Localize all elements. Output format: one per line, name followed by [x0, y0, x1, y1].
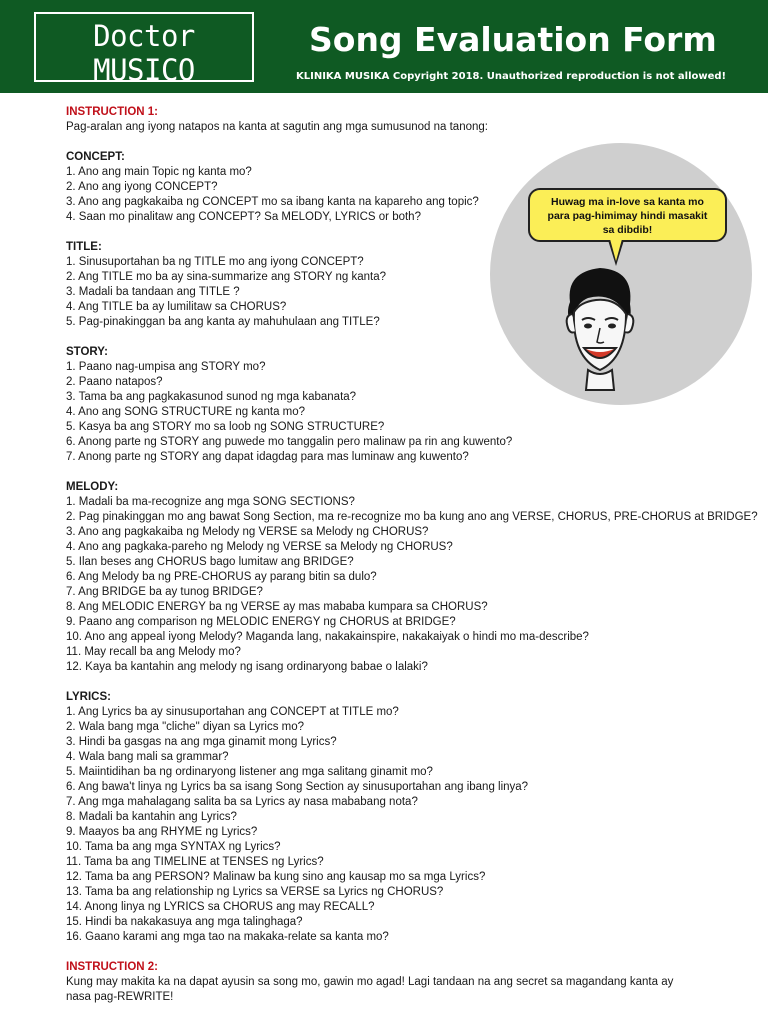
section-heading: TITLE:: [66, 241, 102, 253]
question-item: 1. Madali ba ma-recognize ang mga SONG SECTIONS?: [66, 496, 355, 508]
question-item: 9. Paano ang comparison ng MELODIC ENERGY ng CHORUS at BRIDGE?: [66, 616, 456, 628]
question-item: 2. Ano ang iyong CONCEPT?: [66, 181, 218, 193]
question-item: 7. Ang mga mahalagang salita ba sa Lyrics ay nasa mababang nota?: [66, 796, 418, 808]
question-item: 2. Pag pinakinggan mo ang bawat Song Section, ma re-recognize mo ba kung ano ang VERSE, CHORUS, PRE-CHORUS at BRIDGE?: [66, 511, 758, 523]
question-item: 3. Ano ang pagkakaiba ng CONCEPT mo sa ibang kanta na kapareho ang topic?: [66, 196, 479, 208]
question-item: 8. Madali ba kantahin ang Lyrics?: [66, 811, 237, 823]
instruction-1-text: Pag-aralan ang iyong natapos na kanta at sagutin ang mga sumusunod na tanong:: [66, 121, 488, 133]
question-item: 4. Ang TITLE ba ay lumilitaw sa CHORUS?: [66, 301, 287, 313]
question-item: 3. Ano ang pagkakaiba ng Melody ng VERSE sa Melody ng CHORUS?: [66, 526, 429, 538]
question-item: 1. Ano ang main Topic ng kanta mo?: [66, 166, 252, 178]
question-item: 13. Tama ba ang relationship ng Lyrics sa VERSE sa Lyrics ng CHORUS?: [66, 886, 444, 898]
header-banner: [0, 0, 768, 105]
question-item: 7. Anong parte ng STORY ang dapat idagdag para mas luminaw ang kuwento?: [66, 451, 469, 463]
question-item: 5. Maiintidihan ba ng ordinaryong listener ang mga salitang ginamit mo?: [66, 766, 433, 778]
question-item: 2. Paano natapos?: [66, 376, 163, 388]
question-item: 2. Wala bang mga "cliche" diyan sa Lyrics mo?: [66, 721, 305, 733]
question-item: 4. Ano ang SONG STRUCTURE ng kanta mo?: [66, 406, 306, 418]
question-item: 15. Hindi ba nakakasuya ang mga talinghaga?: [66, 916, 303, 928]
form-title: Song Evaluation Form: [309, 20, 717, 59]
doctor-musico-logo: [34, 12, 254, 105]
question-item: 4. Ano ang pagkaka-pareho ng Melody ng VERSE sa Melody ng CHORUS?: [66, 541, 453, 553]
question-item: 4. Saan mo pinalitaw ang CONCEPT? Sa MELODY, LYRICS or both?: [66, 211, 421, 223]
instruction-2-line: nasa pag-REWRITE!: [66, 991, 174, 1003]
question-item: 12. Kaya ba kantahin ang melody ng isang ordinaryong babae o lalaki?: [66, 661, 428, 673]
question-sections: [66, 150, 756, 960]
section-heading: STORY:: [66, 346, 108, 358]
question-item: 10. Tama ba ang mga SYNTAX ng Lyrics?: [66, 841, 281, 853]
question-item: 3. Hindi ba gasgas na ang mga ginamit mong Lyrics?: [66, 736, 337, 748]
question-item: 10. Ano ang appeal iyong Melody? Maganda lang, nakakainspire, nakakaiyak o hindi mo ma-describe?: [66, 631, 589, 643]
question-item: 6. Ang bawa't linya ng Lyrics ba sa isang Song Section ay sinusuportahan ang ibang linya?: [66, 781, 529, 793]
speech-line: para pag-himimay hindi masakit: [547, 210, 708, 222]
question-item: 1. Ang Lyrics ba ay sinusuportahan ang CONCEPT at TITLE mo?: [66, 706, 399, 718]
question-item: 3. Tama ba ang pagkakasunod sunod ng mga kabanata?: [66, 391, 357, 403]
logo-title: Doctor MUSICO: [93, 19, 195, 87]
question-item: 11. Tama ba ang TIMELINE at TENSES ng Lyrics?: [66, 856, 324, 868]
question-item: 4. Wala bang mali sa grammar?: [66, 751, 229, 763]
question-item: 11. May recall ba ang Melody mo?: [66, 646, 241, 658]
question-item: 6. Anong parte ng STORY ang puwede mo tanggalin pero malinaw pa rin ang kuwento?: [66, 436, 513, 448]
speech-line: sa dibdib!: [602, 224, 653, 236]
speech-line: Huwag ma in-love sa kanta mo: [551, 196, 704, 208]
question-item: 5. Kasya ba ang STORY mo sa loob ng SONG STRUCTURE?: [66, 421, 385, 433]
question-item: 8. Ang MELODIC ENERGY ba ng VERSE ay mas mababa kumpara sa CHORUS?: [66, 601, 488, 613]
question-item: 5. Ilan beses ang CHORUS bago lumitaw ang BRIDGE?: [66, 556, 354, 568]
instruction-1-heading: INSTRUCTION 1:: [66, 106, 158, 118]
question-item: 1. Sinusuportahan ba ng TITLE mo ang iyong CONCEPT?: [66, 256, 364, 268]
copyright-notice: KLINIKA MUSIKA Copyright 2018. Unauthorized reproduction is not allowed!: [296, 71, 727, 82]
form-content: [66, 105, 756, 1005]
question-item: 14. Anong linya ng LYRICS sa CHORUS ang may RECALL?: [66, 901, 375, 913]
question-item: 1. Paano nag-umpisa ang STORY mo?: [66, 361, 266, 373]
question-item: 3. Madali ba tandaan ang TITLE ?: [66, 286, 240, 298]
section-heading: MELODY:: [66, 481, 119, 493]
section-heading: LYRICS:: [66, 691, 111, 703]
section-heading: CONCEPT:: [66, 151, 125, 163]
instruction-2-heading: INSTRUCTION 2:: [66, 961, 158, 973]
question-item: 5. Pag-pinakinggan ba ang kanta ay mahuhulaan ang TITLE?: [66, 316, 380, 328]
question-item: 9. Maayos ba ang RHYME ng Lyrics?: [66, 826, 258, 838]
question-item: 2. Ang TITLE mo ba ay sina-summarize ang STORY ng kanta?: [66, 271, 387, 283]
question-item: 16. Gaano karami ang mga tao na makaka-relate sa kanta mo?: [66, 931, 389, 943]
instruction-2-line: Kung may makita ka na dapat ayusin sa song mo, gawin mo agad! Lagi tandaan na ang secret sa magandang kanta ay: [66, 976, 674, 988]
question-item: 6. Ang Melody ba ng PRE-CHORUS ay parang bitin sa dulo?: [66, 571, 377, 583]
question-item: 7. Ang BRIDGE ba ay tunog BRIDGE?: [66, 586, 263, 598]
question-item: 12. Tama ba ang PERSON? Malinaw ba kung sino ang kausap mo sa mga Lyrics?: [66, 871, 486, 883]
logo-tagline: “Ang Music Mentor ng Bayan”: [47, 90, 241, 105]
